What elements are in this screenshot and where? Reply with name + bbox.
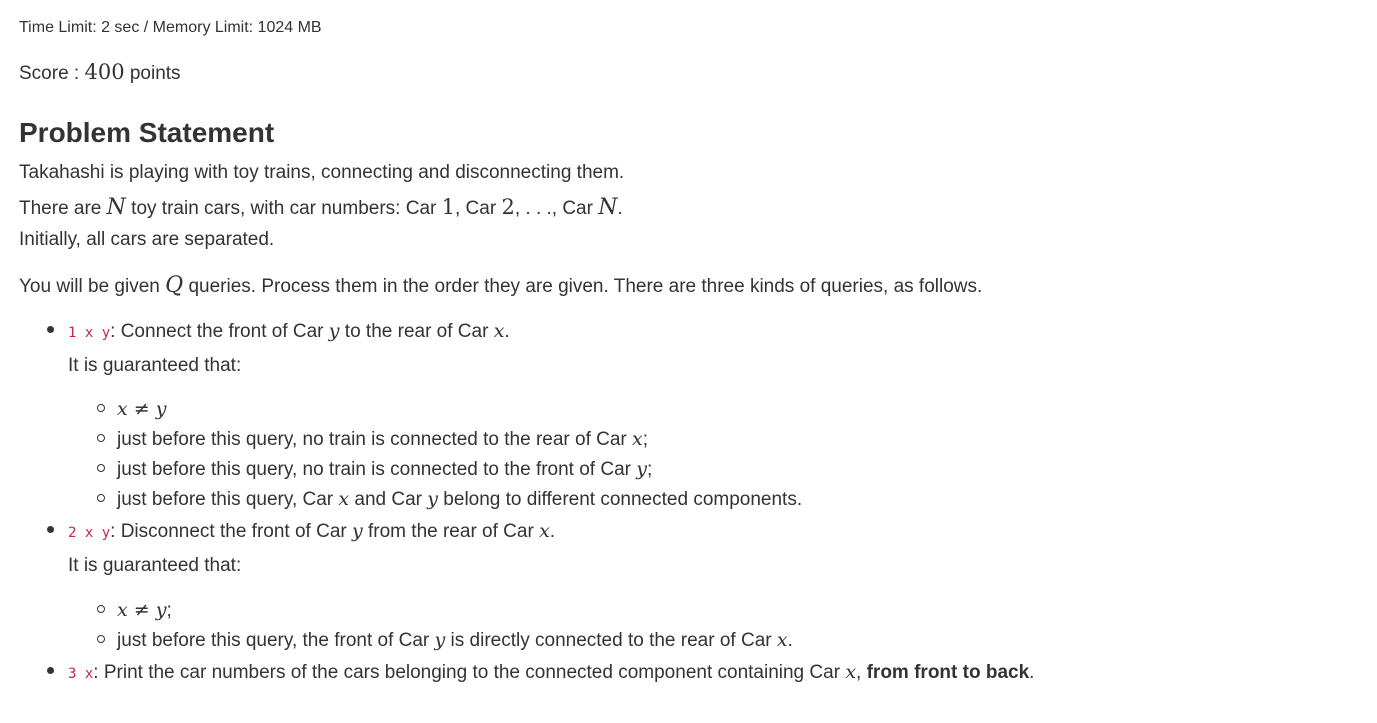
text: queries. Process them in the order they are given. There are three kinds of queries, as follows. [183, 276, 983, 297]
math-var: y [427, 488, 439, 510]
text: You will be given [19, 276, 166, 297]
text: : Disconnect the front of Car [110, 521, 352, 542]
text: just before this query, Car [117, 489, 339, 510]
score-value: 400 [84, 60, 125, 84]
condition-item [97, 488, 802, 511]
text: ; [642, 429, 649, 450]
math-expr: x ≠ y [117, 599, 167, 621]
text: . [787, 630, 793, 651]
intro-line-1: Takahashi is playing with toy trains, connecting and disconnecting them. [19, 162, 625, 183]
intro-line-2 [19, 195, 623, 220]
math-var: x [493, 320, 505, 342]
bullet-icon [47, 667, 54, 674]
text: just before this query, the front of Car [117, 630, 435, 651]
math-var: y [328, 320, 340, 342]
text: belong to different connected components. [438, 489, 803, 510]
circle-bullet-icon [97, 494, 105, 502]
guarantee-text: It is guaranteed that: [68, 355, 242, 376]
text: and Car [349, 489, 428, 510]
math-var: x [845, 661, 857, 683]
text: to the rear of Car [339, 321, 494, 342]
text: is directly connected to the rear of Car [445, 630, 777, 651]
condition-item [97, 629, 793, 652]
text: : Connect the front of Car [110, 321, 329, 342]
math-var: x [338, 488, 350, 510]
query-code: 1 x y [68, 325, 111, 341]
condition-item [97, 599, 172, 622]
circle-bullet-icon [97, 434, 105, 442]
math-var: y [434, 629, 446, 651]
query-code: 3 x [68, 666, 94, 682]
query-code: 2 x y [68, 525, 111, 541]
circle-bullet-icon [97, 404, 105, 412]
bullet-icon [47, 526, 54, 533]
circle-bullet-icon [97, 605, 105, 613]
text: ; [647, 459, 653, 480]
math-var: x [539, 520, 550, 542]
query-3 [47, 661, 1034, 684]
text: , [856, 662, 867, 683]
math-var: Q [165, 273, 184, 298]
text: toy train cars, with car numbers: Car [125, 198, 442, 219]
bullet-icon [47, 326, 54, 333]
text: , . . ., Car [514, 198, 599, 219]
math-num: 2 [501, 195, 515, 219]
query-2 [47, 520, 555, 543]
math-var: N [106, 195, 126, 220]
text: just before this query, no train is connected to the front of Car [117, 459, 637, 480]
guarantee-text: It is guaranteed that: [68, 555, 242, 576]
text: , Car [455, 198, 502, 219]
intro-line-4 [19, 273, 982, 298]
emphasis-text: from front to back [866, 662, 1030, 683]
text: . [549, 521, 556, 542]
math-var: x [776, 629, 788, 651]
math-var: N [598, 195, 618, 220]
text: . [617, 198, 623, 219]
circle-bullet-icon [97, 464, 105, 472]
text: : Print the car numbers of the cars belonging to the connected component containing Car [93, 662, 846, 683]
condition-item [97, 458, 652, 481]
math-num: 1 [441, 195, 455, 219]
score-unit: points [124, 63, 181, 84]
text: There are [19, 198, 107, 219]
text: . [1029, 662, 1035, 683]
text: ; [166, 600, 172, 621]
score-label: Score : [19, 63, 85, 84]
text: just before this query, no train is connected to the rear of Car [117, 429, 633, 450]
text: . [504, 321, 510, 342]
math-expr: x ≠ y [117, 398, 167, 420]
score-line [19, 60, 181, 85]
time-memory-limits: Time Limit: 2 sec / Memory Limit: 1024 MB [19, 19, 322, 36]
section-heading: Problem Statement [19, 117, 275, 148]
math-var: x [632, 428, 643, 450]
condition-item [97, 428, 648, 451]
condition-item [97, 398, 166, 421]
math-var: y [636, 458, 647, 480]
query-1 [47, 320, 510, 343]
math-var: y [352, 520, 363, 542]
intro-line-3: Initially, all cars are separated. [19, 229, 275, 250]
text: from the rear of Car [362, 521, 540, 542]
circle-bullet-icon [97, 635, 105, 643]
